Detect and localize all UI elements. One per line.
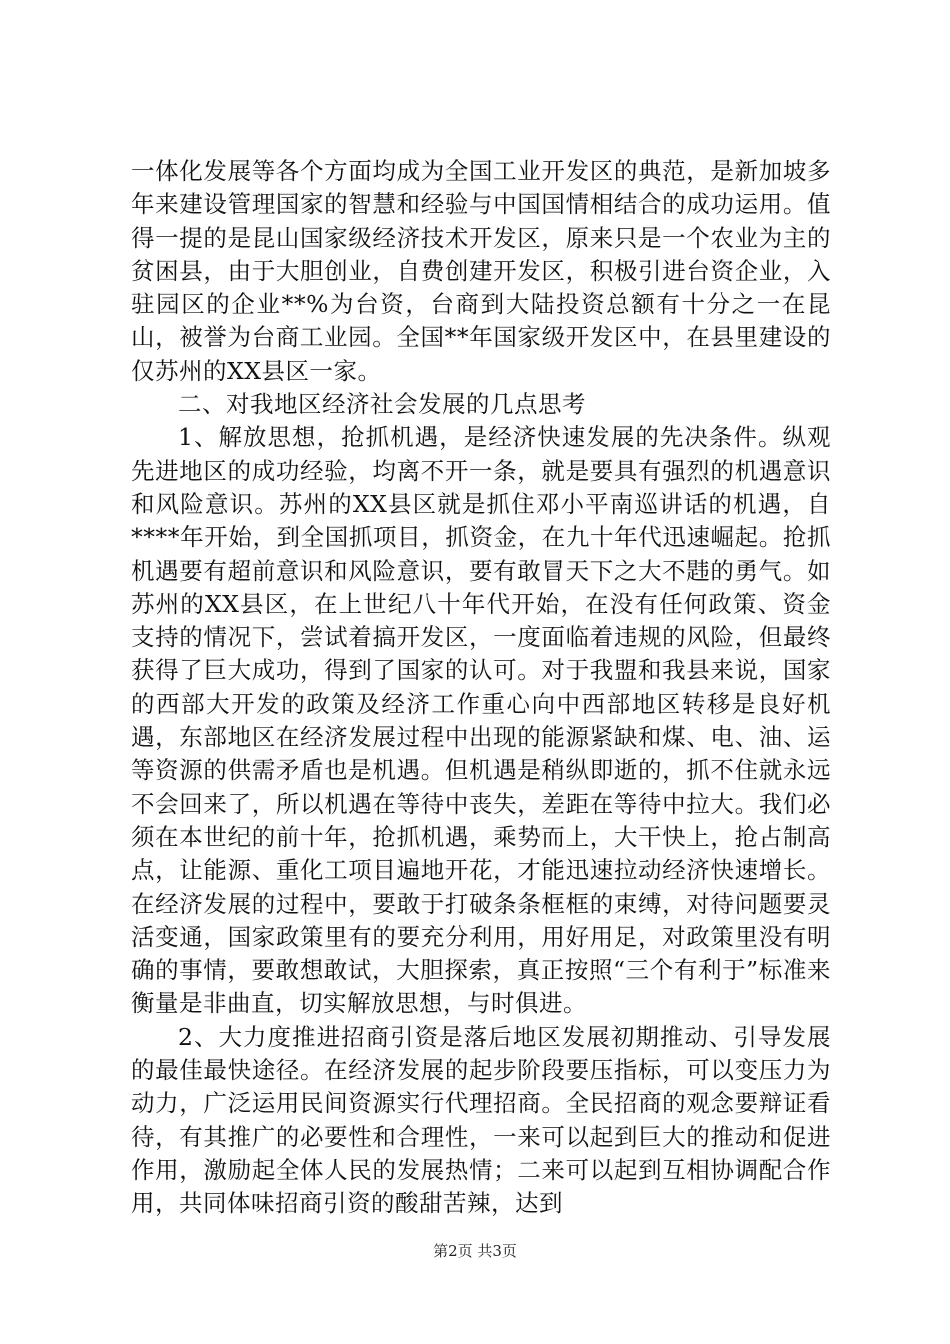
paragraph-continuation: 一体化发展等各个方面均成为全国工业开发区的典范，是新加坡多年来建设管理国家的智慧和经验与中国国情相结合的成功运用。值得一提的是昆山国家级经济技术开发区，原来只是一个农业为主的贫困县，由于大胆创业，自费创建开发区，积极引进台资企业，入驻园区的企业**%为台资，台商到大陆投资总额有十分之一在昆山，被誉为台商工业园。全国**年国家级开发区中，在县里建设的仅苏州的XX县区一家。	[131, 157, 831, 385]
paragraph-point-2: 2、大力度推进招商引资是落后地区发展初期推动、引导发展的最佳最快途径。在经济发展的起步阶段要压指标，可以变压力为动力，广泛运用民间资源实行代理招商。全民招商的观念要辩证看待，有其推广的必要性和合理性，一来可以起到巨大的推动和促进作用，激励起全体人民的发展热情；二来可以起到互相协调配合作用，共同体味招商引资的酸甜苦辣，达到	[131, 1022, 831, 1218]
paragraph-point-1: 1、解放思想，抢抓机遇，是经济快速发展的先决条件。纵观先进地区的成功经验，均离不开一条，就是要具有强烈的机遇意识和风险意识。苏州的XX县区就是抓住邓小平南巡讲话的机遇，自****年开始，到全国抓项目，抓资金，在九十年代迅速崛起。抢抓机遇要有超前意识和风险意识，要有敢冒天下之大不韪的勇气。如苏州的XX县区，在上世纪八十年代开始，在没有任何政策、资金支持的情况下，尝试着搞开发区，一度面临着违规的风险，但最终获得了巨大成功，得到了国家的认可。对于我盟和我县来说，国家的西部大开发的政策及经济工作重心向中西部地区转移是良好机遇，东部地区在经济发展过程中出现的能源紧缺和煤、电、油、运等资源的供需矛盾也是机遇。但机遇是稍纵即逝的，抓不住就永远不会回来了，所以机遇在等待中丧失，差距在等待中拉大。我们必须在本世纪的前十年，抢抓机遇，乘势而上，大干快上，抢占制高点，让能源、重化工项目遍地开花，才能迅速拉动经济快速增长。在经济发展的过程中，要敢于打破条条框框的束缚，对待问题要灵活变通，国家政策里有的要充分利用，用好用足，对政策里没有明确的事情，要敢想敢试，大胆探索，真正按照“三个有利于”标准来衡量是非曲直，切实解放思想，与时俱进。	[131, 423, 831, 1018]
document-body	[131, 155, 831, 1221]
section-heading: 二、对我地区经济社会发展的几点思考	[178, 390, 586, 419]
page-number-footer: 第2页 共3页	[433, 1242, 517, 1260]
